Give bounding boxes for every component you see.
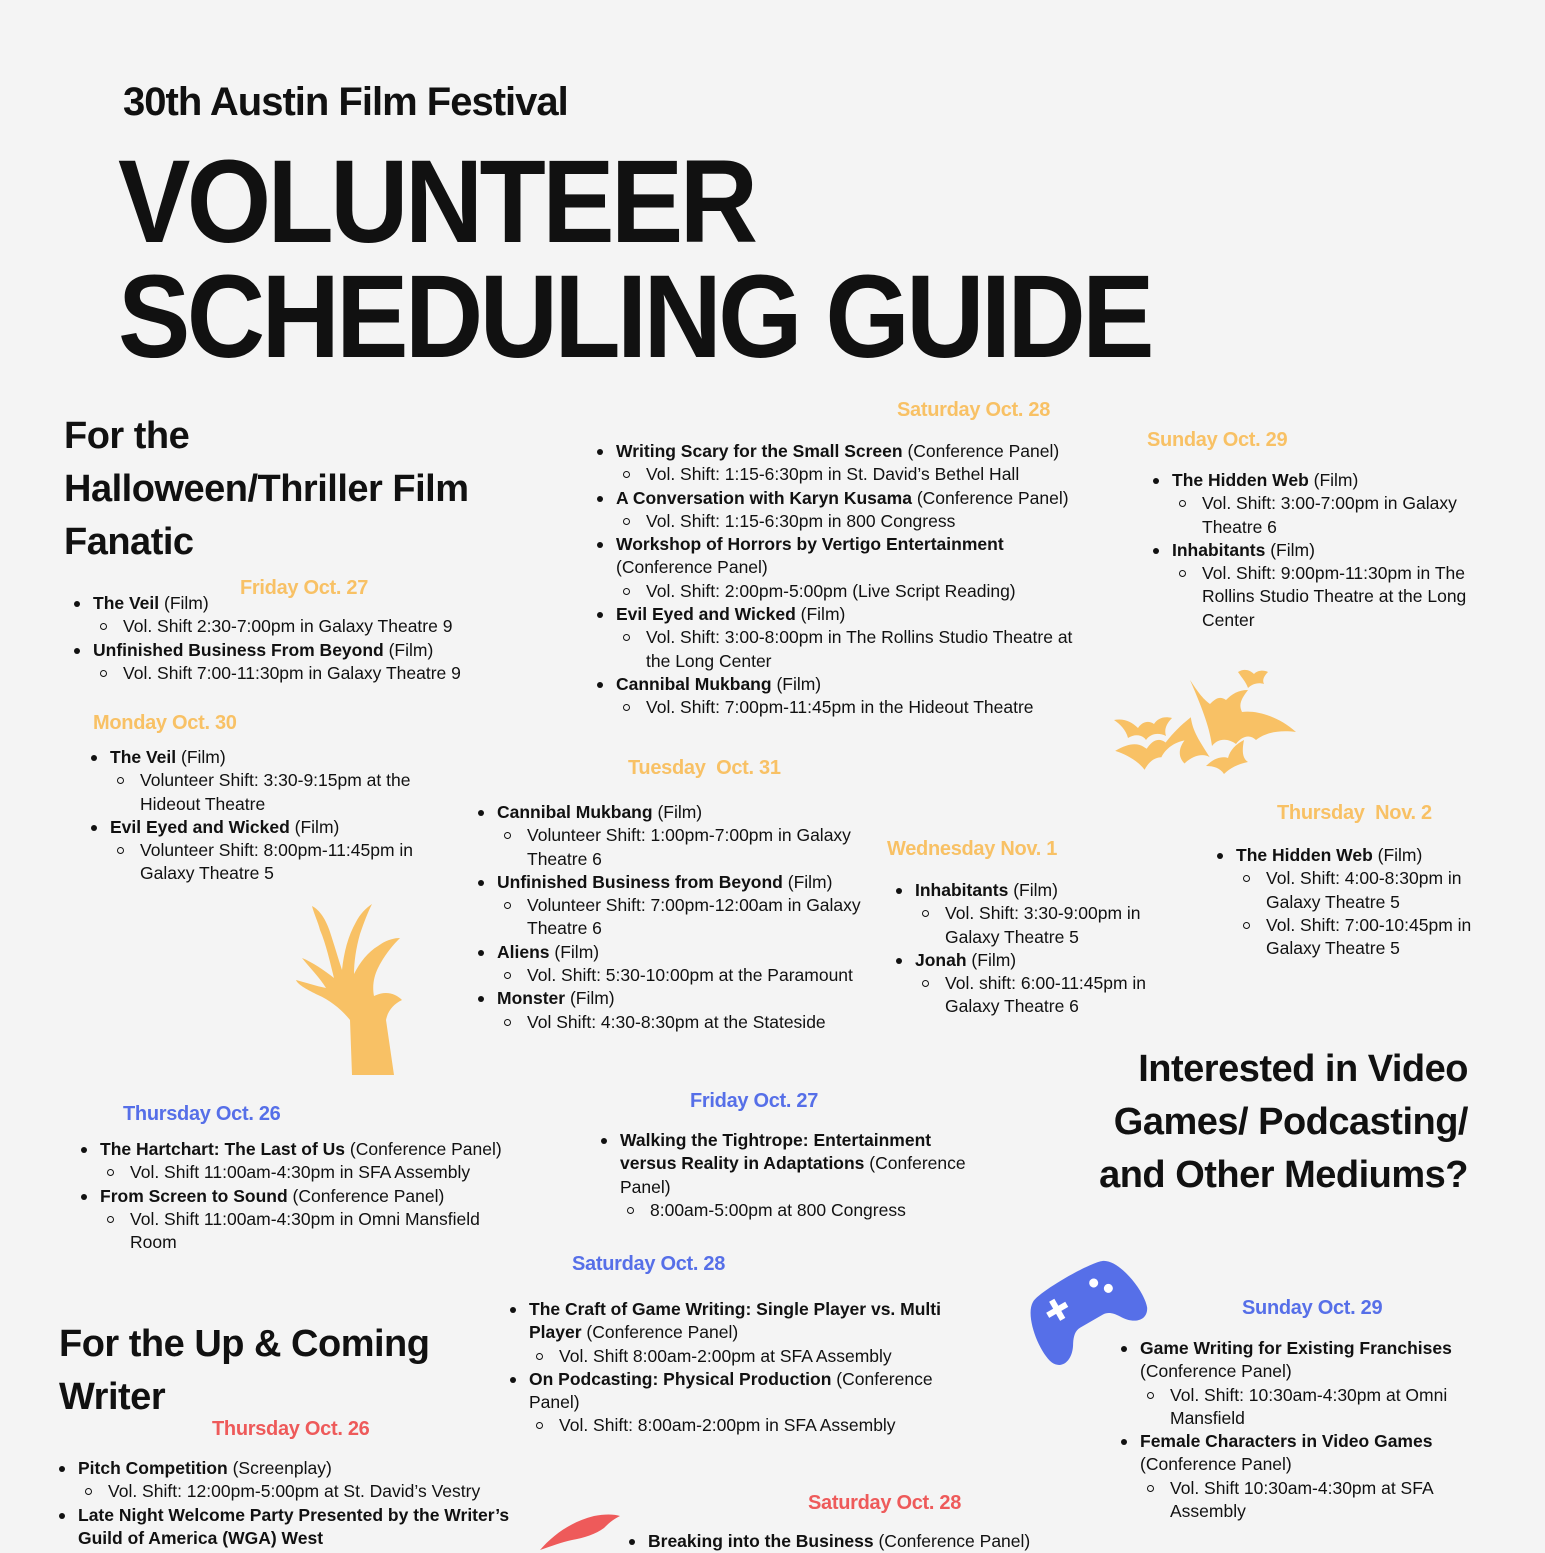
schedule-list: [597, 1129, 967, 1222]
schedule-list: [70, 592, 510, 685]
schedule-item: [474, 987, 874, 1034]
shift-item: Vol. Shift 7:00-11:30pm in Galaxy Theatre 9: [93, 662, 510, 685]
schedule-item: [593, 440, 1083, 487]
schedule-list: [474, 801, 874, 1034]
schedule-item: [77, 1185, 507, 1255]
shift-item: Vol. Shift: 2:00pm-5:00pm (Live Script Reading): [616, 580, 1083, 603]
shift-list: [78, 1480, 525, 1503]
schedule-item: [87, 746, 457, 816]
date-label: Wednesday Nov. 1: [887, 838, 1058, 860]
shift-list: [497, 824, 874, 871]
schedule-item: [55, 1504, 525, 1551]
event-type: (Film): [800, 604, 846, 625]
event-type: (Conference Panel): [529, 1368, 933, 1413]
event-title: Unfinished Business from Beyond: [497, 871, 783, 892]
shift-item: Vol. Shift: 3:30-9:00pm in Galaxy Theatre 5: [915, 902, 1182, 949]
shift-list: [915, 972, 1182, 1019]
event-type: (Conference Panel): [1140, 1454, 1292, 1475]
shift-item: Vol. Shift: 1:15-6:30pm in 800 Congress: [616, 510, 1083, 533]
schedule-item: [474, 941, 874, 988]
schedule-item: [77, 1138, 507, 1185]
event-type: (Conference Panel): [878, 1531, 1031, 1551]
event-title: Female Characters in Video Games: [1140, 1431, 1433, 1452]
event-type: (Film): [1013, 880, 1058, 900]
schedule-item: [593, 487, 1083, 534]
festival-name: 30th Austin Film Festival: [123, 80, 568, 124]
shift-list: [616, 510, 1083, 533]
date-label: Sunday Oct. 29: [1242, 1297, 1383, 1319]
schedule-item: [506, 1368, 976, 1438]
schedule-item: [87, 816, 457, 886]
event-type: (Film): [554, 941, 600, 962]
schedule-item: [593, 603, 1083, 673]
event-title: Aliens: [497, 941, 550, 962]
event-title: Cannibal Mukbang: [616, 673, 772, 694]
schedule-item: [1213, 844, 1513, 960]
schedule-list: [506, 1298, 976, 1438]
event-title: The Veil: [110, 747, 177, 767]
schedule-item: [506, 1298, 976, 1368]
shift-list: [616, 626, 1083, 673]
event-title: Monster: [497, 988, 566, 1009]
event-type: (Conference Panel): [907, 441, 1060, 461]
date-label: Saturday Oct. 28: [808, 1492, 962, 1514]
bats-icon: [1110, 668, 1305, 798]
shift-list: [620, 1199, 967, 1222]
schedule-list: [87, 746, 457, 886]
event-title: Inhabitants: [1172, 539, 1266, 560]
event-title: Cannibal Mukbang: [497, 802, 653, 822]
schedule-item: [1149, 539, 1509, 632]
shift-item: 8:00am-5:00pm at 800 Congress: [620, 1199, 967, 1222]
event-type: (Conference Panel): [1140, 1361, 1292, 1382]
zombie-hand-icon: [290, 900, 410, 1075]
shift-item: Vol. Shift 8:00am-2:00pm at SFA Assembly: [529, 1345, 976, 1368]
event-title: Evil Eyed and Wicked: [110, 816, 290, 837]
date-label: Saturday Oct. 28: [897, 399, 1051, 421]
date-label: Sunday Oct. 29: [1147, 429, 1288, 451]
shift-list: [100, 1208, 507, 1255]
shift-list: [616, 463, 1083, 486]
schedule-item: [1117, 1430, 1497, 1523]
shift-item: Vol. Shift: 8:00am-2:00pm in SFA Assembly: [529, 1414, 976, 1437]
quill-icon: [538, 1512, 623, 1552]
shift-list: [497, 1011, 874, 1034]
event-title: From Screen to Sound: [100, 1185, 288, 1206]
date-label: Monday Oct. 30: [93, 712, 237, 734]
date-label: Friday Oct. 27: [690, 1090, 819, 1112]
schedule-list: [1117, 1337, 1497, 1523]
shift-item: Volunteer Shift: 1:00pm-7:00pm in Galaxy Theatre 6: [497, 824, 874, 871]
shift-item: Vol. Shift 2:30-7:00pm in Galaxy Theatre 9: [93, 615, 510, 638]
schedule-item: [55, 1457, 525, 1504]
event-type: (Conference Panel): [349, 1139, 502, 1159]
event-type: (Film): [657, 802, 703, 822]
schedule-item: [1117, 1337, 1497, 1430]
shift-list: [915, 902, 1182, 949]
shift-item: Volunteer Shift: 3:30-9:15pm at the Hideout Theatre: [110, 769, 457, 816]
date-label: Friday Oct. 27: [240, 577, 369, 599]
event-title: The Hidden Web: [1172, 470, 1309, 490]
schedule-item: [892, 949, 1182, 1019]
event-title: Game Writing for Existing Franchises: [1140, 1338, 1452, 1358]
event-type: (Conference Panel): [586, 1322, 739, 1343]
date-label: Thursday Oct. 26: [123, 1103, 281, 1125]
shift-list: [497, 894, 874, 941]
shift-item: Vol. shift: 6:00-11:45pm in Galaxy Theatre 6: [915, 972, 1182, 1019]
event-title: The Hartchart: The Last of Us: [100, 1139, 346, 1159]
shift-item: Vol. Shift: 1:15-6:30pm in St. David’s Bethel Hall: [616, 463, 1083, 486]
schedule-item: [625, 1530, 1075, 1553]
event-type: (Film): [1270, 539, 1315, 560]
game-controller-icon: [1020, 1248, 1142, 1358]
date-label: Thursday Oct. 26: [212, 1418, 370, 1440]
event-title: Unfinished Business From Beyond: [93, 639, 384, 660]
shift-item: Vol Shift: 4:30-8:30pm at the Stateside: [497, 1011, 874, 1034]
event-type: (Film): [776, 673, 822, 694]
shift-item: Vol. Shift: 9:00pm-11:30pm in The Rollins Studio Theatre at the Long Center: [1172, 562, 1509, 632]
shift-item: Vol. Shift 11:00am-4:30pm in Omni Mansfield Room: [100, 1208, 507, 1255]
event-type: (Film): [1313, 470, 1359, 490]
shift-item: Volunteer Shift: 8:00pm-11:45pm in Galaxy Theatre 5: [110, 839, 457, 886]
event-type: (Conference Panel): [620, 1153, 966, 1197]
schedule-item: [1149, 469, 1509, 539]
schedule-item: [474, 871, 874, 941]
shift-list: [110, 769, 457, 816]
shift-list: [1140, 1477, 1497, 1524]
shift-list: [1172, 492, 1509, 539]
title-line-1: VOLUNTEER: [118, 136, 755, 268]
shift-list: [1172, 562, 1509, 632]
schedule-item: [892, 879, 1182, 949]
schedule-list: [1213, 844, 1513, 960]
schedule-item: [70, 639, 510, 686]
shift-item: Vol. Shift: 10:30am-4:30pm at Omni Mansfield: [1140, 1384, 1497, 1431]
schedule-list: [593, 440, 1083, 720]
shift-item: Vol. Shift 11:00am-4:30pm in SFA Assembly: [100, 1161, 507, 1184]
shift-list: [616, 580, 1083, 603]
event-title: A Conversation with Karyn Kusama: [616, 487, 912, 508]
event-type: (Film): [164, 593, 209, 613]
event-type: (Conference Panel): [616, 557, 768, 578]
event-title: Late Night Welcome Party Presented by the Writer’s Guild of America (WGA) West: [78, 1504, 510, 1548]
shift-item: Vol. Shift: 12:00pm-5:00pm at St. David’s Vestry: [78, 1480, 525, 1503]
schedule-item: [597, 1129, 967, 1222]
date-label: Saturday Oct. 28: [572, 1253, 726, 1275]
shift-list: [93, 615, 510, 638]
event-type: (Conference Panel): [292, 1185, 445, 1206]
shift-list: [529, 1345, 976, 1368]
shift-item: Vol. Shift 10:30am-4:30pm at SFA Assembly: [1140, 1477, 1497, 1524]
shift-list: [529, 1414, 976, 1437]
event-title: Breaking into the Business: [648, 1531, 874, 1551]
event-title: Walking the Tightrope: Entertainment versus Reality in Adaptations: [620, 1130, 932, 1174]
event-title: The Hidden Web: [1236, 845, 1373, 865]
schedule-item: [70, 592, 510, 639]
shift-item: Vol. Shift: 3:00-8:00pm in The Rollins Studio Theatre at the Long Center: [616, 626, 1083, 673]
event-type: (Screenplay): [232, 1458, 332, 1478]
event-title: Jonah: [915, 949, 967, 970]
event-title: Writing Scary for the Small Screen: [616, 441, 903, 461]
shift-list: [1140, 1384, 1497, 1431]
shift-item: Vol. Shift: 5:30-10:00pm at the Paramount: [497, 964, 874, 987]
shift-list: [110, 839, 457, 886]
shift-list: [93, 662, 510, 685]
event-type: (Film): [294, 816, 340, 837]
date-label: Thursday Nov. 2: [1277, 802, 1432, 824]
section-heading-games: Interested in Video Games/ Podcasting/ and Other Mediums?: [1099, 1048, 1468, 1196]
event-title: Evil Eyed and Wicked: [616, 604, 796, 625]
shift-item: Volunteer Shift: 7:00pm-12:00am in Galaxy Theatre 6: [497, 894, 874, 941]
section-heading-writer: For the Up & Coming Writer: [59, 1323, 430, 1418]
shift-list: [1236, 867, 1513, 960]
event-type: (Film): [569, 988, 615, 1009]
schedule-item: [593, 533, 1083, 603]
event-type: (Film): [1377, 845, 1423, 865]
event-title: Pitch Competition: [78, 1458, 228, 1478]
event-title: The Veil: [93, 593, 160, 613]
shift-list: [497, 964, 874, 987]
schedule-item: [474, 801, 874, 871]
shift-item: Vol. Shift: 4:00-8:30pm in Galaxy Theatre 5: [1236, 867, 1513, 914]
schedule-list: [1149, 469, 1509, 632]
shift-list: [100, 1161, 507, 1184]
section-heading-thriller: For the Halloween/Thriller Film Fanatic: [64, 415, 469, 563]
title-line-2: SCHEDULING GUIDE: [118, 251, 1151, 383]
event-type: (Film): [181, 747, 226, 767]
date-label: Tuesday Oct. 31: [628, 757, 781, 779]
schedule-list: [892, 879, 1182, 1019]
event-title: Inhabitants: [915, 880, 1009, 900]
schedule-item: [593, 673, 1083, 720]
shift-item: Vol. Shift: 3:00-7:00pm in Galaxy Theatre 6: [1172, 492, 1509, 539]
shift-item: Vol. Shift: 7:00pm-11:45pm in the Hideout Theatre: [616, 696, 1083, 719]
event-type: (Conference Panel): [916, 487, 1069, 508]
event-title: On Podcasting: Physical Production: [529, 1368, 832, 1389]
event-title: Workshop of Horrors by Vertigo Entertainment: [616, 534, 1004, 555]
event-type: (Film): [388, 639, 434, 660]
event-title: The Craft of Game Writing: Single Player vs. Multi Player: [529, 1299, 941, 1343]
event-type: (Film): [971, 949, 1017, 970]
schedule-list: [77, 1138, 507, 1254]
schedule-list: [625, 1530, 1075, 1553]
schedule-list: [55, 1457, 525, 1550]
shift-list: [616, 696, 1083, 719]
shift-item: Vol. Shift: 7:00-10:45pm in Galaxy Theatre 5: [1236, 914, 1513, 961]
event-type: (Film): [787, 871, 833, 892]
